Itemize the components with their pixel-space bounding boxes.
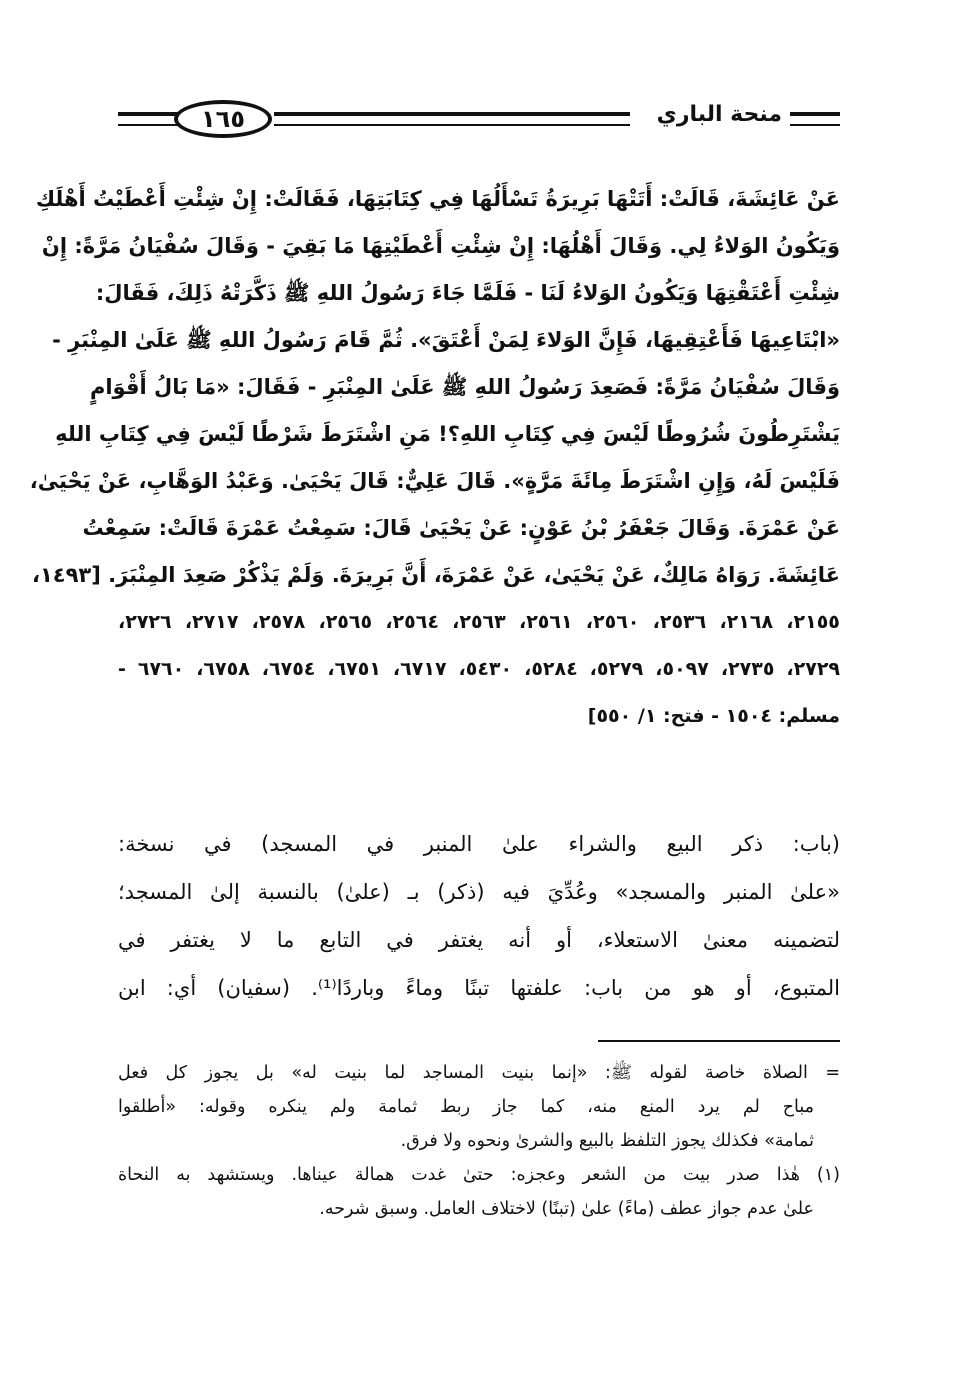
commentary-line: «علىٰ المنبر والمسجد» وعُدِّيَ فيه (ذكر) بـ (علىٰ) بالنسبة إلىٰ المسجد؛ <box>118 880 840 904</box>
hadith-line: شِئْتِ أَعْتَقْتِهَا وَيَكُونُ الوَلاءُ لَنَا - فَلَمَّا جَاءَ رَسُولُ اللهِ ﷺ ذَكَّرَتْهُ ذَلِكَ، فَقَالَ: <box>95 281 840 305</box>
footnote-line: مباح لم يرد المنع منه، كما جاز ربط ثمامة ولم ينكره وقوله: «أطلقوا <box>118 1097 814 1117</box>
header-rule-right-top <box>790 112 840 116</box>
hadith-line: عَائِشَةَ. رَوَاهُ مَالِكٌ، عَنْ يَحْيَىٰ، عَنْ عَمْرَةَ، أَنَّ بَرِيرَةَ. وَلَمْ يَذْكُرْ صَعِدَ المِنْبَرَ. [١٤٩٣، <box>31 563 840 587</box>
header-rule-middle-bottom <box>274 124 630 126</box>
hadith-text <box>29 176 841 740</box>
footnote-line: علىٰ عدم جواز عطف (ماءً) علىٰ (تبنًا) لاختلاف العامل. وسبق شرحه. <box>319 1199 814 1219</box>
footnote-line: = الصلاة خاصة لقوله ﷺ: «إنما بنيت المساجد لما بنيت له» بل يجوز كل فعل <box>118 1063 840 1083</box>
header-rule-right-bottom <box>790 124 840 126</box>
footnote-line: ثمامة» فكذلك يجوز التلفظ بالبيع والشرىٰ ونحوه ولا فرق. <box>400 1131 814 1151</box>
page-number-text: ١٦٥ <box>201 105 245 133</box>
commentary-line: لتضمينه معنىٰ الاستعلاء، أو أنه يغتفر في التابع ما لا يغتفر في <box>118 928 840 952</box>
commentary-text <box>118 820 840 1012</box>
hadith-line: وَقَالَ سُفْيَانُ مَرَّةً: فَصَعِدَ رَسُولُ اللهِ ﷺ عَلَىٰ المِنْبَرِ - فَقَالَ: «مَا بَالُ أَقْوَامٍ <box>89 375 840 399</box>
footnote-separator <box>598 1040 840 1042</box>
hadith-line: فَلَيْسَ لَهُ، وَإِنِ اشْتَرَطَ مِائَةَ مَرَّةٍ». قَالَ عَلِيٌّ: قَالَ يَحْيَىٰ. وَعَبْدُ الوَهَّابِ، عَنْ يَحْيَىٰ، <box>29 469 840 493</box>
reference-line: ٢١٥٥، ٢١٦٨، ٢٥٣٦، ٢٥٦٠، ٢٥٦١، ٢٥٦٣، ٢٥٦٤، ٢٥٦٥، ٢٥٧٨، ٢٧١٧، ٢٧٢٦، <box>118 611 840 633</box>
footnote-line: (١) هٰذا صدر بيت من الشعر وعجزه: حتىٰ غدت همالة عيناها. ويستشهد به النحاة <box>118 1165 840 1185</box>
hadith-line: يَشْتَرِطُونَ شُرُوطًا لَيْسَ فِي كِتَابِ اللهِ؟! مَنِ اشْتَرَطَ شَرْطًا لَيْسَ فِي كِتَابِ اللهِ <box>55 422 840 446</box>
header-rule-middle-top <box>274 112 630 116</box>
header-rule-left-bottom <box>118 124 178 126</box>
hadith-line: «ابْتَاعِيهَا فَأَعْتِقِيهَا، فَإِنَّ الوَلاءَ لِمَنْ أَعْتَقَ». ثُمَّ قَامَ رَسُولُ اللهِ ﷺ عَلَىٰ المِنْبَرِ - <box>52 328 840 352</box>
hadith-line: عَنْ عَمْرَةَ. وَقَالَ جَعْفَرُ بْنُ عَوْنٍ: عَنْ يَحْيَىٰ قَالَ: سَمِعْتُ عَمْرَةَ قَالَتْ: سَمِعْتُ <box>82 516 840 540</box>
header-rule-left-top <box>118 112 178 116</box>
commentary-line: المتبوع، أو هو من باب: علفتها تبنًا وماءً وباردًا⁽¹⁾. (سفيان) أي: ابن <box>118 976 841 1000</box>
book-title: منحة الباري <box>656 102 782 127</box>
page-number <box>174 100 272 138</box>
page-header <box>118 98 840 148</box>
commentary-line: (باب: ذكر البيع والشراء علىٰ المنبر في المسجد) في نسخة: <box>118 832 840 856</box>
hadith-line: وَيَكُونُ الوَلاءُ لِي. وَقَالَ أَهْلُهَا: إِنْ شِئْتِ أَعْطَيْتِهَا مَا بَقِيَ - وَقَالَ سُفْيَانُ مَرَّةً: إِنْ <box>41 234 840 258</box>
reference-line: مسلم: ١٥٠٤ - فتح: ١/ ٥٥٠] <box>587 705 840 727</box>
hadith-line: عَنْ عَائِشَةَ، قَالَتْ: أَتَتْهَا بَرِيرَةُ تَسْأَلُهَا فِي كِتَابَتِهَا، فَقَالَتْ: إِنْ شِئْتِ أَعْطَيْتُ أَهْلَكِ <box>35 187 840 211</box>
reference-line: ٢٧٢٩، ٢٧٣٥، ٥٠٩٧، ٥٢٧٩، ٥٢٨٤، ٥٤٣٠، ٦٧١٧، ٦٧٥١، ٦٧٥٤، ٦٧٥٨، ٦٧٦٠ - <box>118 658 841 680</box>
footnotes <box>118 1056 840 1226</box>
